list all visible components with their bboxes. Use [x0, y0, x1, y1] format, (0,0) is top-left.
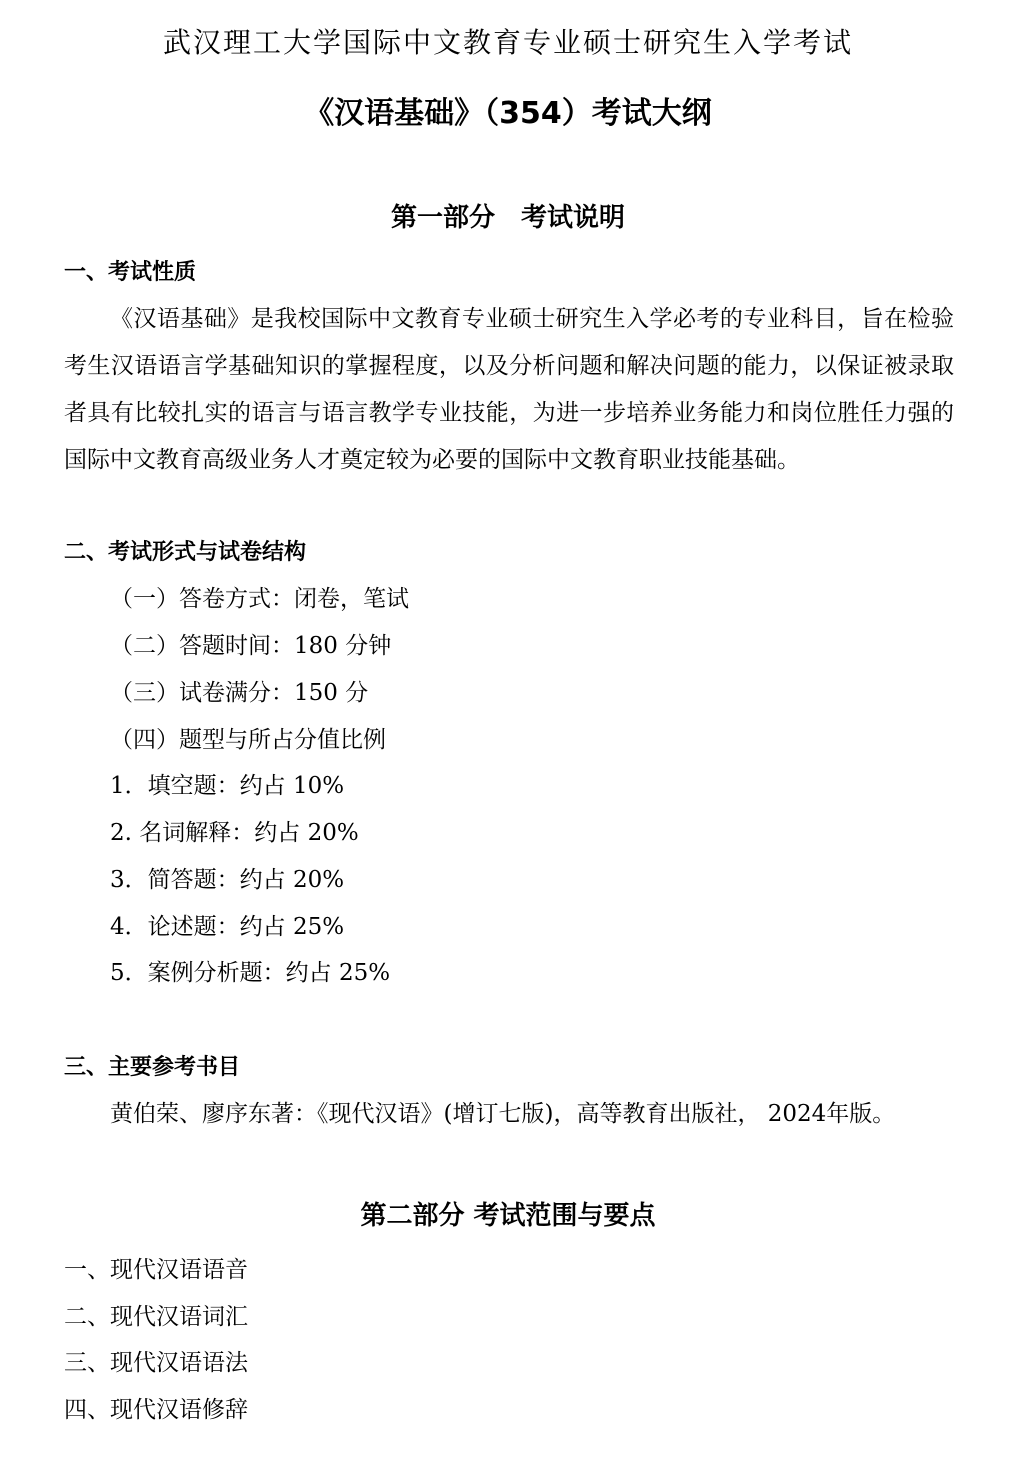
section3-heading: 三、主要参考书目 — [64, 1055, 241, 1080]
question-type-item: 2. 名词解释：约占 20% — [110, 820, 359, 846]
scope-item: 二、现代汉语词汇 — [64, 1304, 248, 1330]
section1-paragraph: 《汉语基础》是我校国际中文教育专业硕士研究生入学必考的专业科目，旨在检验考生汉语语言学基础知识的掌握程度，以及分析问题和解决问题的能力，以保证被录取者具有比较扎实的语言与语言教学专业技能，为进一步培养业务能力和岗位胜任力强的国际中文教育高级业务人才奠定较为必要的国际中文教育职业技能基础。 — [64, 306, 954, 473]
question-type-item: 5．案例分析题：约占 25% — [110, 960, 391, 986]
question-type-item: 4．论述题：约占 25% — [110, 914, 345, 940]
university-title: 武汉理工大学国际中文教育专业硕士研究生入学考试 — [162, 26, 853, 59]
reference-book: 黄伯荣、廖序东著：《现代汉语》(增订七版)，高等教育出版社， 2024年版。 — [110, 1101, 896, 1127]
part2-title: 第二部分 考试范围与要点 — [360, 1201, 656, 1231]
scope-item: 一、现代汉语语音 — [64, 1257, 248, 1283]
part1-title: 第一部分 考试说明 — [390, 203, 625, 233]
section1-heading: 一、考试性质 — [64, 260, 197, 285]
question-type-item: 1．填空题：约占 10% — [110, 773, 345, 799]
exam-format-item: （一）答卷方式：闭卷，笔试 — [110, 586, 409, 612]
exam-format-item: （二）答题时间：180 分钟 — [110, 633, 392, 659]
question-type-item: 3．简答题：约占 20% — [110, 867, 345, 893]
scope-item: 三、现代汉语语法 — [64, 1350, 248, 1376]
scope-item: 四、现代汉语修辞 — [64, 1397, 248, 1423]
syllabus-title: 《汉语基础》（354）考试大纲 — [304, 96, 712, 131]
exam-format-item: （三）试卷满分：150 分 — [110, 680, 369, 706]
section2-heading: 二、考试形式与试卷结构 — [64, 540, 307, 565]
exam-format-item: （四）题型与所占分值比例 — [110, 727, 386, 753]
